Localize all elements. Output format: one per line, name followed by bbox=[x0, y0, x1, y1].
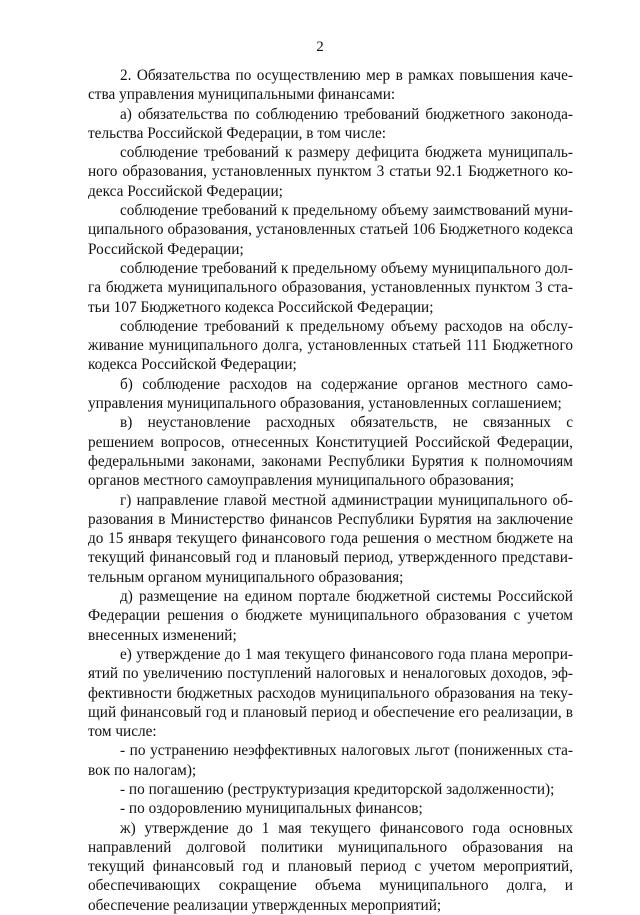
paragraph-zh: ж) утверждение до 1 мая текущего финансового года основных направлений долговой политики муниципального образования на текущий финансовый год и плановый период с учетом мероприятий, обеспечивающих сокращение объема муниципального долга, и обеспечение реализации утвержденных мероприятий; bbox=[88, 819, 573, 914]
paragraph-d: д) размещение на едином портале бюджетной системы Российской Федерации решения о бюджете муниципального образования с учетом внесенных изменений; bbox=[88, 588, 573, 644]
paragraph-payables: - по погашению (реструктуризация кредиторской задолженности); bbox=[120, 780, 555, 798]
paragraph-g: г) направление главой местной администрации муниципального образования в Министерство финансов Республики Бурятия на заключение до 15 января текущего финансового года решения о местном бюджете на текущий финансовый год и плановый период, утвержденного представительным органом муниципального образования; bbox=[88, 491, 573, 586]
paragraph-a: а) обязательства по соблюдению требований бюджетного законодательства Российской Федерации, в том числе: bbox=[88, 105, 573, 142]
document-body bbox=[88, 66, 573, 915]
paragraph-finance-recovery: - по оздоровлению муниципальных финансов; bbox=[120, 800, 423, 818]
page-number: 2 bbox=[316, 39, 324, 55]
paragraph-v: в) неустановление расходных обязательств, не связанных с решением вопросов, отнесенных Конституцией Российской Федерации, федеральными законами, законами Республики Бурятия к полномочиям органов местного самоуправления муниципального образования; bbox=[88, 414, 573, 490]
paragraph-borrowing: соблюдение требований к предельному объему заимствований муниципального образования, установленных статьей 106 Бюджетного кодекса Российской Федерации; bbox=[88, 202, 573, 258]
paragraph-tax-benefits: - по устранению неэффективных налоговых льгот (пониженных ставок по налогам); bbox=[88, 742, 573, 779]
paragraph-debt-limit: соблюдение требований к предельному объему муниципального долга бюджета муниципального образования, установленных пунктом 3 статьи 107 Бюджетного кодекса Российской Федерации; bbox=[88, 259, 573, 316]
paragraph-deficit: соблюдение требований к размеру дефицита бюджета муниципального образования, установленных пунктом 3 статьи 92.1 Бюджетного кодекса Российской Федерации; bbox=[88, 144, 573, 200]
paragraph-2-intro: 2. Обязательства по осуществлению мер в рамках повышения качества управления муниципальными финансами: bbox=[88, 67, 573, 104]
paragraph-e: е) утверждение до 1 мая текущего финансового года плана мероприятий по увеличению поступлений налоговых и неналоговых доходов, эффективности бюджетных расходов муниципального образования на текущий финансовый год и плановый период и обеспечение его реализации, в том числе: bbox=[88, 645, 573, 741]
paragraph-debt-service: соблюдение требований к предельному объему расходов на обслуживание муниципального долга, установленных статьей 111 Бюджетного кодекса Российской Федерации; bbox=[88, 317, 573, 374]
paragraph-b: б) соблюдение расходов на содержание органов местного самоуправления муниципального образования, установленных соглашением; bbox=[88, 375, 573, 413]
